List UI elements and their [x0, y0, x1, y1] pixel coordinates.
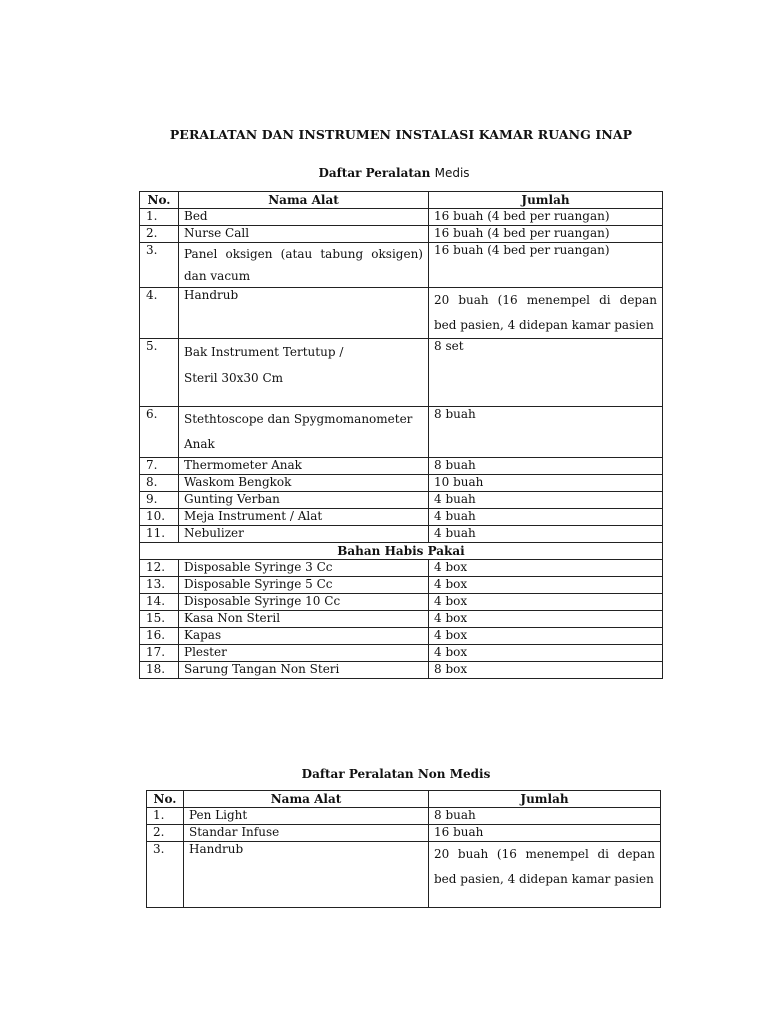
row-qty: 8 buah: [429, 458, 663, 475]
table-row: [140, 226, 663, 243]
table-header-row: [140, 192, 663, 209]
row-no: 1.: [140, 209, 179, 226]
column-header-jumlah: Jumlah: [429, 192, 663, 209]
row-no: 14.: [140, 594, 179, 611]
table-row: [140, 577, 663, 594]
row-no: 16.: [140, 628, 179, 645]
table-row: [140, 611, 663, 628]
row-qty: 4 box: [429, 577, 663, 594]
row-no: 12.: [140, 560, 179, 577]
row-no: 9.: [140, 492, 179, 509]
table-row: [140, 526, 663, 543]
table-row: [140, 288, 663, 339]
row-name: Sarung Tangan Non Steri: [179, 662, 429, 679]
row-qty: 16 buah (4 bed per ruangan): [429, 226, 663, 243]
row-no: 3.: [147, 842, 184, 908]
row-name: Kasa Non Steril: [179, 611, 429, 628]
row-name: Nurse Call: [179, 226, 429, 243]
row-qty: 4 box: [429, 628, 663, 645]
column-header-nama-alat: Nama Alat: [184, 791, 429, 808]
row-no: 1.: [147, 808, 184, 825]
row-name: Meja Instrument / Alat: [179, 509, 429, 526]
row-qty: 4 box: [429, 594, 663, 611]
row-no: 15.: [140, 611, 179, 628]
row-no: 11.: [140, 526, 179, 543]
medis-heading-bold: Daftar Peralatan: [318, 166, 431, 180]
row-qty: 8 set: [429, 339, 663, 407]
row-no: 10.: [140, 509, 179, 526]
row-name: Pen Light: [184, 808, 429, 825]
table-row: [140, 594, 663, 611]
row-qty: 4 buah: [429, 492, 663, 509]
row-name: Handrub: [184, 842, 429, 908]
medis-heading-light: Medis: [434, 166, 470, 180]
row-name: Handrub: [179, 288, 429, 339]
table-row: [140, 458, 663, 475]
column-header-nama-alat: Nama Alat: [179, 192, 429, 209]
row-qty: 8 box: [429, 662, 663, 679]
row-no: 4.: [140, 288, 179, 339]
row-qty: 20 buah (16 menempel di depan bed pasien, 4 didepan kamar pasien: [429, 842, 661, 908]
table-row: [140, 407, 663, 458]
table-row: [140, 560, 663, 577]
table-row: [140, 339, 663, 407]
row-name: Disposable Syringe 3 Cc: [179, 560, 429, 577]
row-no: 6.: [140, 407, 179, 458]
row-no: 2.: [147, 825, 184, 842]
table-row: [140, 243, 663, 288]
row-qty: 8 buah: [429, 808, 661, 825]
table-row: [140, 492, 663, 509]
table-row: [140, 628, 663, 645]
row-name: Bak Instrument Tertutup / Steril 30x30 Cm: [179, 339, 429, 407]
row-qty: 16 buah: [429, 825, 661, 842]
row-name: Kapas: [179, 628, 429, 645]
row-no: 17.: [140, 645, 179, 662]
table-row: [147, 825, 661, 842]
table-row: [140, 662, 663, 679]
row-qty: 4 buah: [429, 509, 663, 526]
row-qty: 20 buah (16 menempel di depan bed pasien, 4 didepan kamar pasien: [429, 288, 663, 339]
section-label-bahan-habis-pakai: Bahan Habis Pakai: [140, 543, 663, 560]
row-qty: 10 buah: [429, 475, 663, 492]
table-header-row: [147, 791, 661, 808]
non-medis-table: [146, 790, 661, 908]
row-name: Stethtoscope dan Spygmomanometer Anak: [179, 407, 429, 458]
row-qty: 4 box: [429, 645, 663, 662]
row-qty: 4 buah: [429, 526, 663, 543]
page-title: PERALATAN DAN INSTRUMEN INSTALASI KAMAR RUANG INAP: [169, 127, 633, 142]
row-name: Gunting Verban: [179, 492, 429, 509]
table-row: [140, 509, 663, 526]
row-no: 7.: [140, 458, 179, 475]
row-no: 13.: [140, 577, 179, 594]
row-name: Panel oksigen (atau tabung oksigen) dan vacum: [179, 243, 429, 288]
row-no: 18.: [140, 662, 179, 679]
row-qty: 4 box: [429, 611, 663, 628]
table-row: [147, 808, 661, 825]
row-name: Waskom Bengkok: [179, 475, 429, 492]
row-name: Nebulizer: [179, 526, 429, 543]
row-no: 2.: [140, 226, 179, 243]
row-name: Disposable Syringe 5 Cc: [179, 577, 429, 594]
row-name: Bed: [179, 209, 429, 226]
column-header-no: No.: [140, 192, 179, 209]
row-name: Plester: [179, 645, 429, 662]
row-no: 3.: [140, 243, 179, 288]
section-row: [140, 543, 663, 560]
row-qty: 16 buah (4 bed per ruangan): [429, 209, 663, 226]
row-no: 8.: [140, 475, 179, 492]
row-no: 5.: [140, 339, 179, 407]
medis-table: [139, 191, 663, 679]
row-name: Thermometer Anak: [179, 458, 429, 475]
row-qty: 16 buah (4 bed per ruangan): [429, 243, 663, 288]
table-row: [140, 475, 663, 492]
row-qty: 4 box: [429, 560, 663, 577]
non-medis-heading: Daftar Peralatan Non Medis: [301, 767, 491, 781]
medis-heading: [10, 166, 768, 180]
table-row: [140, 645, 663, 662]
row-name: Standar Infuse: [184, 825, 429, 842]
row-qty: 8 buah: [429, 407, 663, 458]
column-header-jumlah: Jumlah: [429, 791, 661, 808]
column-header-no: No.: [147, 791, 184, 808]
row-name: Disposable Syringe 10 Cc: [179, 594, 429, 611]
table-row: [140, 209, 663, 226]
table-row: [147, 842, 661, 908]
